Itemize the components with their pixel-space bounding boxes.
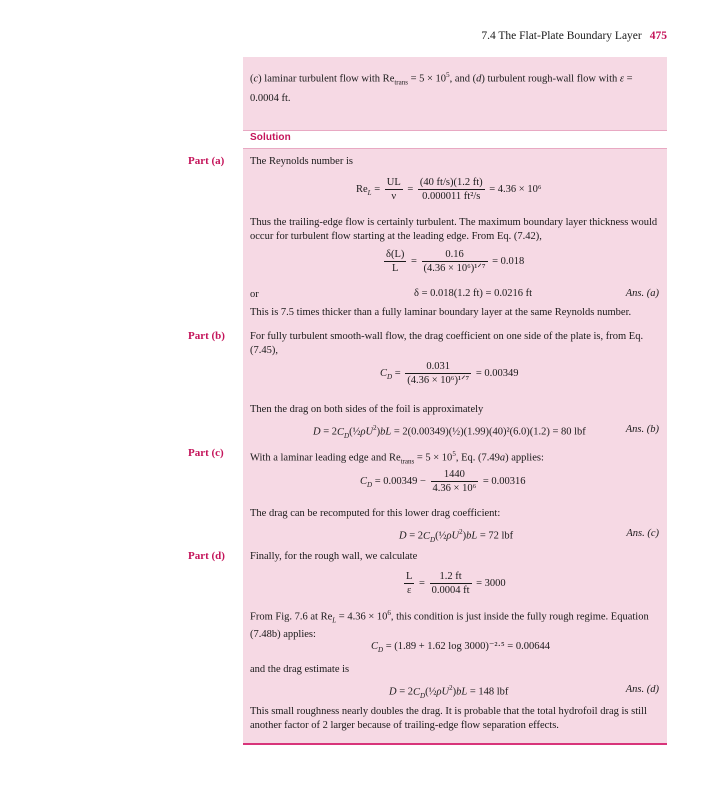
bottom-rule (243, 743, 667, 745)
part-a-label: Part (a) (188, 155, 225, 167)
roughness-equation: $\frac{L}{\varepsilon}$ = $\frac{1.2 ft}{0.0004 ft}$ = 3000 (406, 571, 506, 596)
text-c1: With a laminar leading edge and $Re_{trans} = 5 \times 10^5$, Eq. (7.49a) applies: (250, 450, 544, 466)
solution-label: Solution (250, 132, 291, 143)
running-header (481, 30, 667, 42)
drag-d-equation: $D = 2C_D(\frac{1}{2}\rho U^2)bL = 148$ lbf (389, 684, 509, 700)
problem-intro: (c) laminar turbulent flow with $Re_{trans} = 5 \times 10^5$, and (d) turbulent rough-wall flow with ε = 0.0004 ft. (250, 71, 633, 104)
cd-d-equation: $C_D = (1.89 + 1.62$ log 3000)⁻²·⁵ = 0.00644 (371, 641, 550, 655)
part-b-label: Part (b) (188, 330, 225, 342)
answer-a: Ans. (a) (625, 288, 659, 299)
text-d4: This small roughness nearly doubles the drag. It is probable that the total hydrofoil drag is still another factor of 2 larger because of trailing-edge flow separation effects. (250, 706, 647, 731)
delta-equation: $\frac{\delta(L)}{L}$ = $\frac{0.16}{\text{(4.36 × 10⁶)¹ᐟ⁷}}$ = 0.018 (386, 249, 525, 274)
drag-b-equation: $D = 2C_D(\frac{1}{2}\rho U^2)bL$ = 2(0.00349)(½)(1.99)(40)²(6.0)(1.2) = 80 lbf (313, 424, 586, 440)
text-or: or (250, 289, 259, 300)
solution-bar (243, 130, 667, 149)
part-c-label: Part (c) (188, 447, 224, 459)
text-b2: Then the drag on both sides of the foil is approximately (250, 404, 484, 415)
text-d3: and the drag estimate is (250, 664, 350, 675)
delta-line: δ = 0.018(1.2 ft) = 0.0216 ft (414, 288, 532, 299)
text-a3: This is 7.5 times thicker than a fully laminar boundary layer at the same Reynolds number. (250, 307, 632, 318)
answer-b: Ans. (b) (625, 424, 659, 435)
page-number: 475 (649, 30, 667, 42)
text-d2: From Fig. 7.6 at $Re_L = 4.36 \times 10^6$, this condition is just inside the fully rough regime. Equation (7.48b) applies: (250, 609, 649, 640)
reynolds-equation: $Re_L$ = $\frac{UL}{\nu}$ = $\frac{(40 ft/s)(1.2 ft)}{\text{0.000011 ft²/s}}$ = 4.36 × 10⁶ (356, 177, 542, 202)
text-b1: For fully turbulent smooth-wall flow, the drag coefficient on one side of the plate is, from Eq. (7.45), (250, 331, 644, 356)
drag-c-equation: $D = 2C_D(\frac{1}{2}\rho U^2)bL = 72$ lbf (399, 528, 514, 544)
answer-c: Ans. (c) (626, 528, 659, 539)
cd-equation: $C_D$ = $\frac{0.031}{\text{(4.36 × 10⁶)¹ᐟ⁷}}$ = 0.00349 (380, 361, 519, 386)
cd-c-equation: $C_D = 0.00349$ − $\frac{1440}{\text{4.36 × 10⁶}}$ = 0.00316 (360, 469, 526, 494)
text-c2: The drag can be recomputed for this lower drag coefficient: (250, 508, 501, 519)
answer-d: Ans. (d) (625, 684, 659, 695)
part-d-label: Part (d) (188, 550, 225, 562)
text-a1: The Reynolds number is (250, 156, 353, 167)
text-d1: Finally, for the rough wall, we calculate (250, 551, 418, 562)
running-title: 7.4 The Flat-Plate Boundary Layer (481, 30, 642, 42)
text-a2: Thus the trailing-edge flow is certainly turbulent. The maximum boundary layer thickness would occur for turbulent flow starting at the leading edge. From Eq. (7.42), (250, 217, 658, 242)
